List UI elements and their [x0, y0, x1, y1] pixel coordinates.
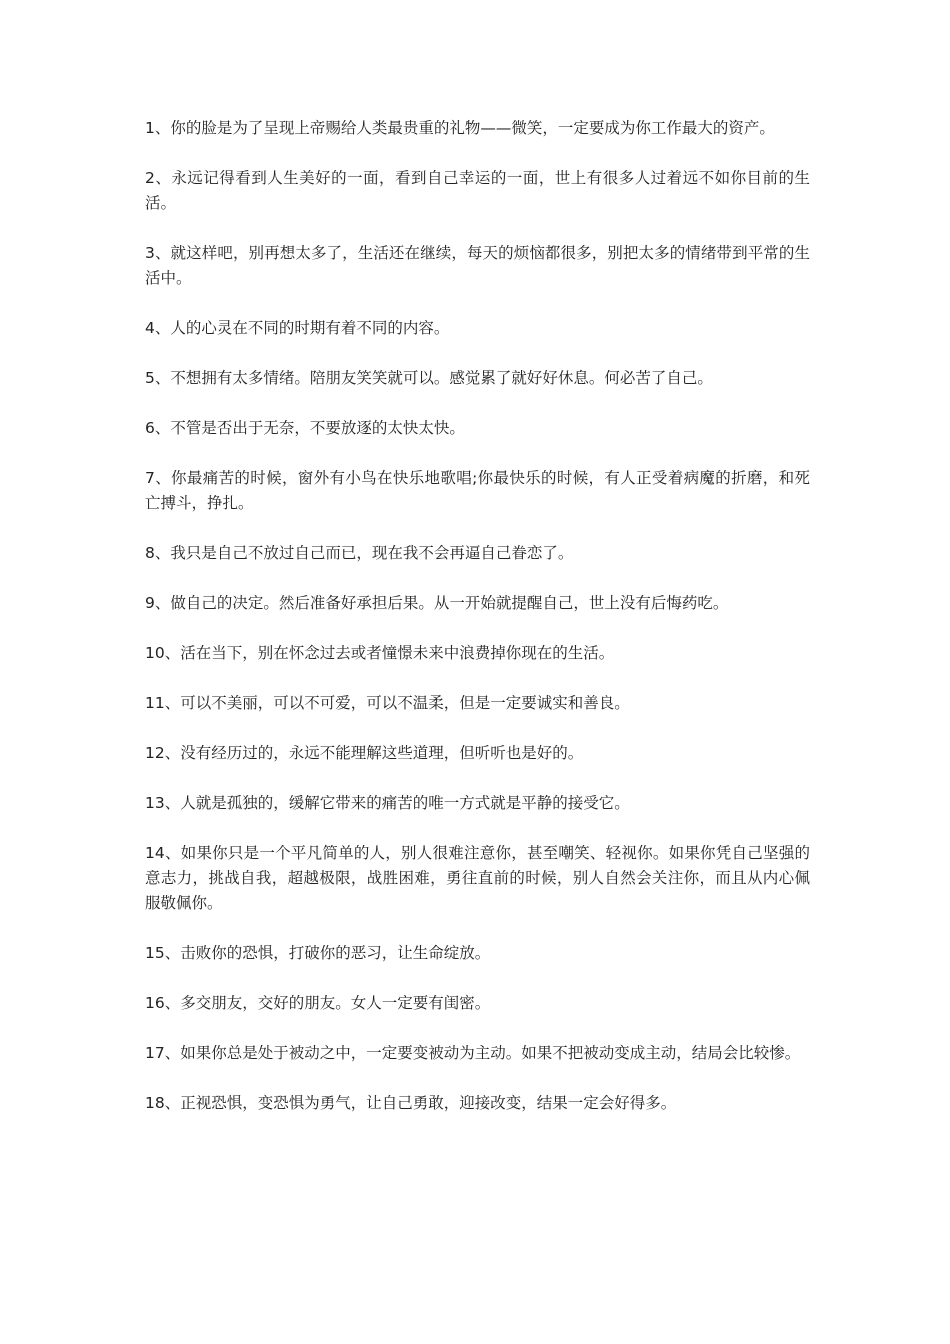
paragraph-18: 18、正视恐惧，变恐惧为勇气，让自己勇敢，迎接改变，结果一定会好得多。 — [145, 1094, 677, 1112]
document-body — [145, 116, 810, 1141]
paragraph-16: 16、多交朋友，交好的朋友。女人一定要有闺密。 — [145, 994, 491, 1012]
paragraph-10: 10、活在当下，别在怀念过去或者憧憬未来中浪费掉你现在的生活。 — [145, 644, 615, 662]
paragraph-4: 4、人的心灵在不同的时期有着不同的内容。 — [145, 319, 450, 337]
paragraph-5: 5、不想拥有太多情绪。陪朋友笑笑就可以。感觉累了就好好休息。何必苦了自己。 — [145, 369, 713, 387]
paragraph-7: 7、你最痛苦的时候，窗外有小鸟在快乐地歌唱;你最快乐的时候，有人正受着病魔的折磨，和死亡搏斗，挣扎。 — [145, 469, 810, 512]
paragraph-9: 9、做自己的决定。然后准备好承担后果。从一开始就提醒自己，世上没有后悔药吃。 — [145, 594, 729, 612]
paragraph-17: 17、如果你总是处于被动之中，一定要变被动为主动。如果不把被动变成主动，结局会比较惨。 — [145, 1044, 801, 1062]
paragraph-13: 13、人就是孤独的，缓解它带来的痛苦的唯一方式就是平静的接受它。 — [145, 794, 630, 812]
paragraph-14: 14、如果你只是一个平凡简单的人，别人很难注意你，甚至嘲笑、轻视你。如果你凭自己坚强的意志力，挑战自我，超越极限，战胜困难，勇往直前的时候，别人自然会关注你，而且从内心佩服敬佩你。 — [145, 844, 810, 912]
paragraph-3: 3、就这样吧，别再想太多了，生活还在继续，每天的烦恼都很多，别把太多的情绪带到平常的生活中。 — [145, 244, 810, 287]
paragraph-12: 12、没有经历过的，永远不能理解这些道理，但听听也是好的。 — [145, 744, 584, 762]
paragraph-2: 2、永远记得看到人生美好的一面，看到自己幸运的一面，世上有很多人过着远不如你目前的生活。 — [145, 169, 810, 212]
paragraph-15: 15、击败你的恐惧，打破你的恶习，让生命绽放。 — [145, 944, 491, 962]
paragraph-1: 1、你的脸是为了呈现上帝赐给人类最贵重的礼物——微笑，一定要成为你工作最大的资产。 — [145, 119, 775, 137]
paragraph-11: 11、可以不美丽，可以不可爱，可以不温柔，但是一定要诚实和善良。 — [145, 694, 630, 712]
paragraph-8: 8、我只是自己不放过自己而已，现在我不会再逼自己眷恋了。 — [145, 544, 574, 562]
paragraph-6: 6、不管是否出于无奈，不要放逐的太快太快。 — [145, 419, 465, 437]
